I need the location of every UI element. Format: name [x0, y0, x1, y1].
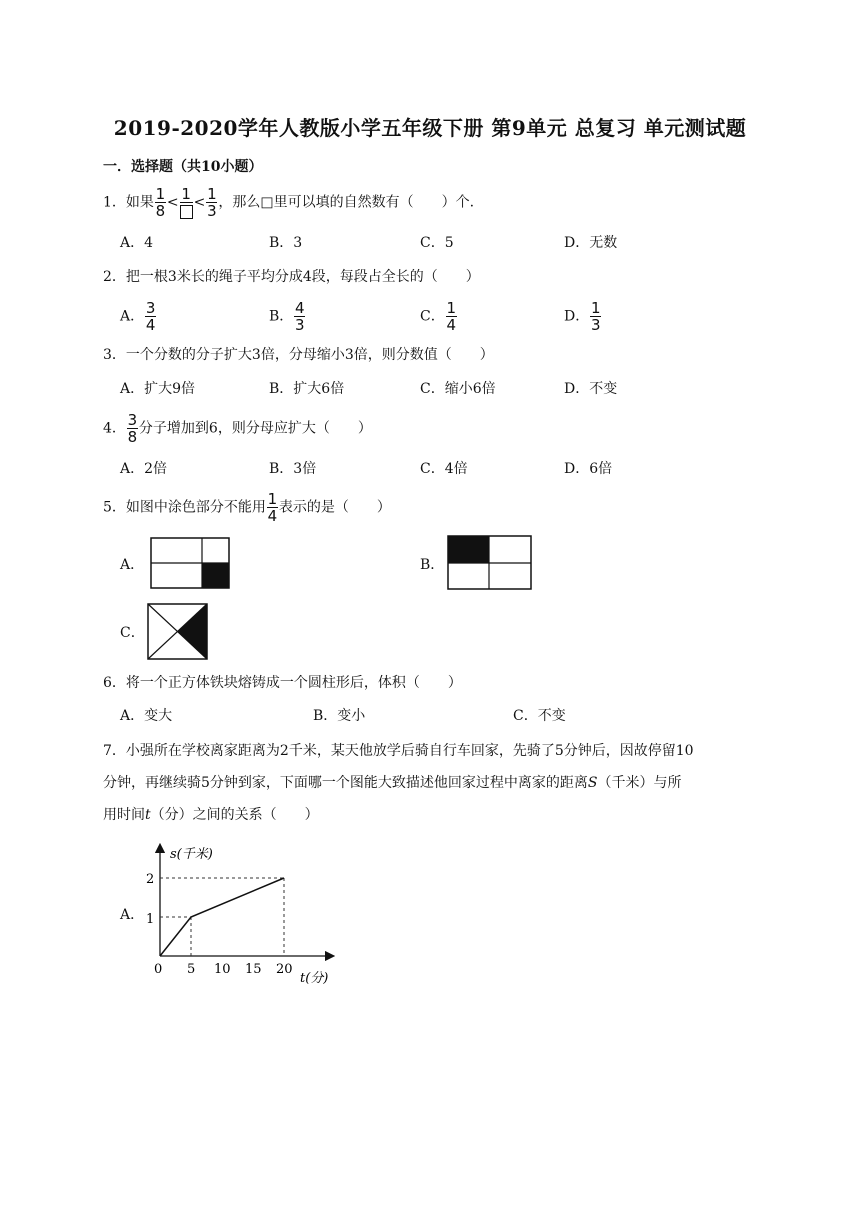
blank-box-icon — [180, 205, 193, 219]
q4-option-a[interactable]: A．2倍 — [120, 461, 168, 477]
dashed-guides — [160, 878, 284, 956]
x-tick-10: 10 — [214, 962, 231, 977]
variable-s: S — [587, 775, 598, 791]
numerator: 1 — [155, 185, 166, 203]
numerator: 4 — [295, 299, 305, 317]
q2-option-b[interactable] — [269, 300, 306, 333]
q1-option-a[interactable]: A．4 — [120, 235, 154, 251]
option-label: D． — [564, 308, 590, 325]
y-axis-label: s(千米) — [170, 847, 213, 862]
q4-option-c[interactable]: C．4倍 — [420, 461, 468, 477]
x-tick-15: 15 — [245, 962, 262, 977]
q3-option-c[interactable]: C．缩小6倍 — [420, 381, 496, 397]
q4-prefix: 4． — [103, 420, 126, 437]
q5-figure-a[interactable] — [150, 537, 232, 591]
denominator: 4 — [446, 316, 456, 334]
q6-option-b[interactable]: B．变小 — [313, 708, 366, 724]
fraction — [145, 300, 156, 333]
q7-line-1: 7．小强所在学校离家距离为2千米，某天他放学后骑自行车回家，先骑了5分钟后，因故停留10 — [103, 743, 694, 759]
numerator: 1 — [446, 299, 456, 317]
y-tick-1: 1 — [146, 912, 155, 927]
q5-option-b-label[interactable]: B． — [420, 557, 445, 573]
q1-option-d[interactable]: D．无数 — [564, 235, 618, 251]
y-tick-2: 2 — [146, 872, 155, 887]
q2-option-c[interactable] — [420, 300, 458, 333]
fraction — [294, 300, 305, 333]
denominator: 4 — [145, 316, 156, 334]
numerator: 1 — [207, 185, 217, 203]
q7-line-3-tail: （分）之间的关系（ ） — [150, 807, 319, 823]
q2-option-d[interactable] — [564, 300, 602, 333]
denominator: 4 — [267, 507, 278, 525]
fraction-1-8 — [155, 186, 166, 219]
option-label: B． — [269, 308, 294, 325]
denominator: 3 — [207, 202, 217, 220]
q7-line-3 — [103, 799, 763, 831]
q6-option-a[interactable]: A．变大 — [120, 708, 173, 724]
q1-option-c[interactable]: C．5 — [420, 235, 454, 251]
x-axis-label: t(分) — [300, 971, 329, 986]
q5-suffix: 表示的是（ ） — [278, 499, 391, 516]
fraction-3-8 — [127, 412, 138, 445]
denominator: 8 — [127, 428, 138, 446]
q7-line-3-head: 用时间 — [103, 807, 145, 823]
option-label: A． — [120, 308, 145, 325]
x-tick-5: 5 — [187, 962, 196, 977]
denominator: 3 — [590, 316, 601, 334]
q5-figure-b[interactable] — [447, 535, 533, 591]
question-5 — [103, 491, 391, 524]
q1-option-b[interactable]: B．3 — [269, 235, 303, 251]
question-1 — [103, 186, 474, 219]
denominator: 3 — [295, 316, 305, 334]
origin-label: 0 — [154, 962, 163, 977]
fraction-1-box — [180, 186, 193, 219]
fraction-1-4 — [267, 491, 278, 524]
x-tick-20: 20 — [276, 962, 293, 977]
q7-option-a-label[interactable]: A． — [120, 907, 145, 923]
q7-line-2 — [103, 767, 763, 799]
q4-option-b[interactable]: B．3倍 — [269, 461, 317, 477]
section-heading: 一．选择题（共10小题） — [103, 159, 263, 175]
question-7 — [103, 735, 763, 831]
less-than: < — [193, 194, 206, 211]
fraction — [590, 300, 601, 333]
q3-option-b[interactable]: B．扩大6倍 — [269, 381, 345, 397]
q3-option-a[interactable]: A．扩大9倍 — [120, 381, 196, 397]
question-4 — [103, 412, 372, 445]
question-2: 2．把一根3米长的绳子平均分成4段，每段占全长的（ ） — [103, 269, 480, 285]
option-label: C． — [420, 308, 445, 325]
fraction — [446, 300, 457, 333]
fraction-1-3 — [206, 186, 217, 219]
q1-prefix: 1．如果 — [103, 194, 154, 211]
q4-suffix: 分子增加到6，则分母应扩大（ ） — [138, 420, 372, 437]
numerator: 3 — [145, 299, 156, 317]
numerator: 1 — [267, 490, 278, 508]
variable-t: t — [145, 807, 151, 823]
q7-line-2-tail: （千米）与所 — [597, 775, 682, 791]
q2-option-a[interactable] — [120, 300, 157, 333]
q1-suffix: ，那么□里可以填的自然数有（ ）个. — [218, 194, 475, 211]
q5-option-a-label[interactable]: A． — [120, 557, 145, 573]
q5-option-c-label[interactable]: C． — [120, 625, 145, 641]
q7-line-2-text: 分钟，再继续骑5分钟到家，下面哪一个图能大致描述他回家过程中离家的距离 — [103, 775, 588, 791]
q4-option-d[interactable]: D．6倍 — [564, 461, 613, 477]
question-3: 3．一个分数的分子扩大3倍，分母缩小3倍，则分数值（ ） — [103, 347, 494, 363]
numerator: 1 — [590, 299, 601, 317]
numerator: 3 — [127, 411, 138, 429]
numerator: 1 — [181, 185, 191, 203]
less-than: < — [166, 194, 179, 211]
q5-prefix: 5．如图中涂色部分不能用 — [103, 499, 266, 516]
page-title: 2019-2020学年人教版小学五年级下册 第9单元 总复习 单元测试题 — [113, 116, 747, 140]
q3-option-d[interactable]: D．不变 — [564, 381, 618, 397]
q6-option-c[interactable]: C．不变 — [513, 708, 566, 724]
distance-time-graph[interactable] — [140, 838, 340, 988]
denominator: 8 — [155, 202, 166, 220]
question-6: 6．将一个正方体铁块熔铸成一个圆柱形后，体积（ ） — [103, 675, 462, 691]
q5-figure-c[interactable] — [147, 603, 209, 661]
